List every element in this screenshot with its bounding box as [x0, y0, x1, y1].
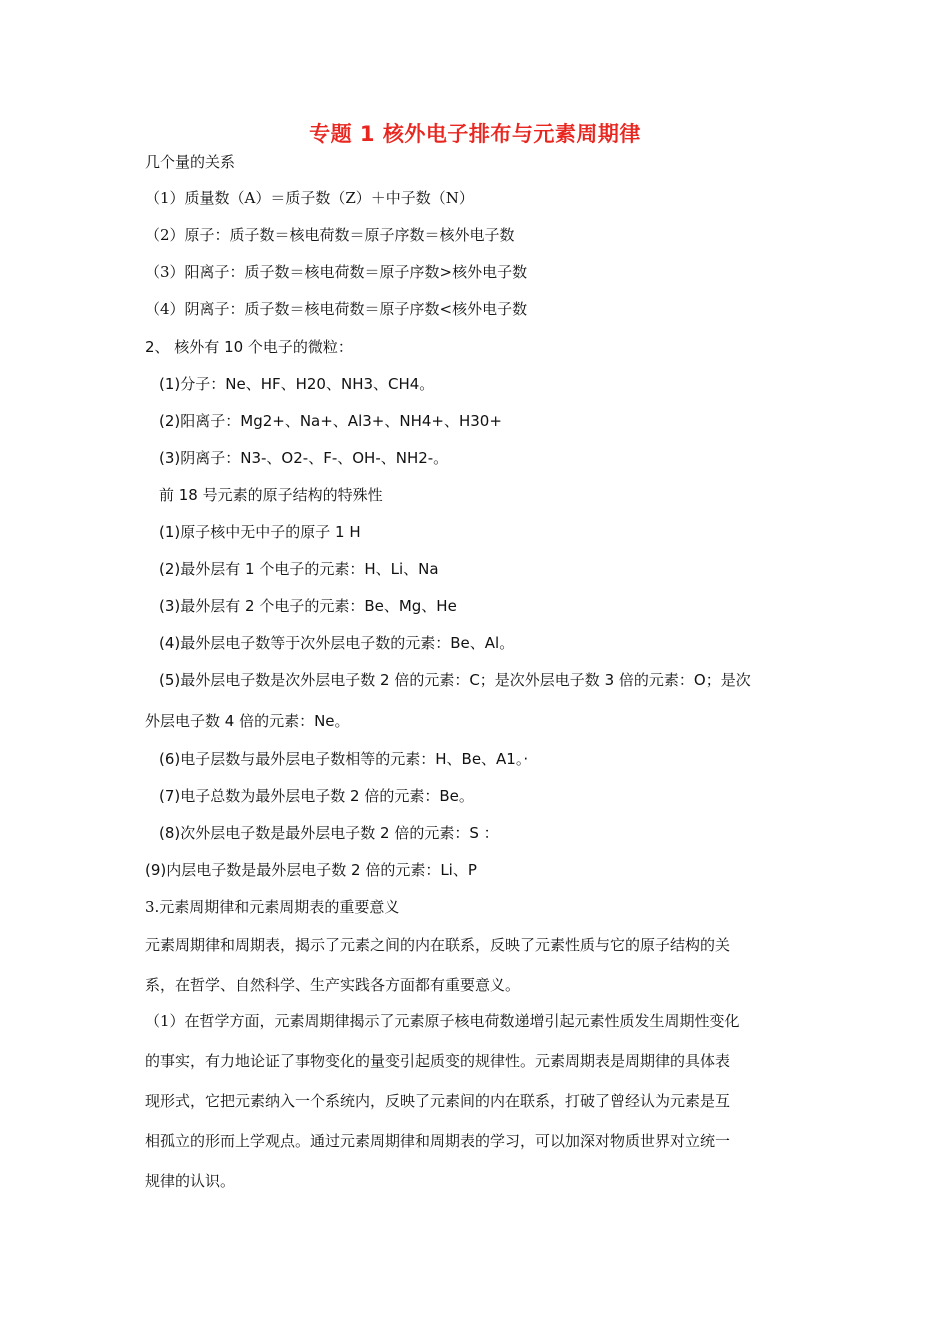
- significance-heading: 3.元素周期律和元素周期表的重要意义: [145, 898, 400, 916]
- first18-item-5-cont: 外层电子数 4 倍的元素：Ne。: [145, 712, 350, 730]
- relation-item-3: （3）阳离子：质子数＝核电荷数＝原子序数>核外电子数: [145, 263, 528, 281]
- first18-item-8: (8)次外层电子数是最外层电子数 2 倍的元素：S ：: [159, 824, 499, 842]
- document-title: 专题 1 核外电子排布与元素周期律: [309, 122, 641, 146]
- philosophy-line-3: 现形式，它把元素纳入一个系统内，反映了元素间的内在联系，打破了曾经认为元素是互: [145, 1092, 731, 1110]
- philosophy-line-5: 规律的认识。: [145, 1172, 236, 1190]
- first18-item-9: (9)内层电子数是最外层电子数 2 倍的元素：Li、P: [145, 861, 477, 879]
- ten-electrons-heading: 2、 核外有 10 个电子的微粒：: [145, 338, 353, 356]
- first18-item-3: (3)最外层有 2 个电子的元素：Be、Mg、He: [159, 597, 457, 615]
- first18-item-5: (5)最外层电子数是次外层电子数 2 倍的元素：C；是次外层电子数 3 倍的元素：O；是次: [159, 671, 751, 689]
- relation-item-2: （2）原子：质子数＝核电荷数＝原子序数＝核外电子数: [145, 226, 515, 244]
- philosophy-line-1: （1）在哲学方面，元素周期律揭示了元素原子核电荷数递增引起元素性质发生周期性变化: [145, 1012, 740, 1030]
- philosophy-line-4: 相孤立的形而上学观点。通过元素周期律和周期表的学习，可以加深对物质世界对立统一: [145, 1132, 731, 1150]
- ten-electrons-item-1: (1)分子：Ne、HF、H20、NH3、CH4。: [159, 375, 435, 393]
- significance-intro-line-1: 元素周期律和周期表，揭示了元素之间的内在联系，反映了元素性质与它的原子结构的关: [145, 936, 731, 954]
- ten-electrons-item-3: (3)阴离子：N3-、O2-、F-、OH-、NH2-。: [159, 449, 449, 467]
- relation-item-4: （4）阴离子：质子数＝核电荷数＝原子序数<核外电子数: [145, 300, 528, 318]
- first18-item-4: (4)最外层电子数等于次外层电子数的元素：Be、Al。: [159, 634, 515, 652]
- ten-electrons-item-2: (2)阳离子：Mg2+、Na+、Al3+、NH4+、H30+: [159, 412, 502, 430]
- first18-item-7: (7)电子总数为最外层电子数 2 倍的元素：Be。: [159, 787, 474, 805]
- significance-intro-line-2: 系，在哲学、自然科学、生产实践各方面都有重要意义。: [145, 976, 521, 994]
- relations-heading: 几个量的关系: [145, 153, 236, 171]
- relation-item-1: （1）质量数（A）＝质子数（Z）＋中子数（N）: [145, 189, 474, 207]
- philosophy-line-2: 的事实，有力地论证了事物变化的量变引起质变的规律性。元素周期表是周期律的具体表: [145, 1052, 731, 1070]
- first18-item-2: (2)最外层有 1 个电子的元素：H、Li、Na: [159, 560, 439, 578]
- first18-heading: 前 18 号元素的原子结构的特殊性: [159, 486, 383, 504]
- first18-item-6: (6)电子层数与最外层电子数相等的元素：H、Be、A1。·: [159, 750, 529, 768]
- first18-item-1: (1)原子核中无中子的原子 1 H: [159, 523, 361, 541]
